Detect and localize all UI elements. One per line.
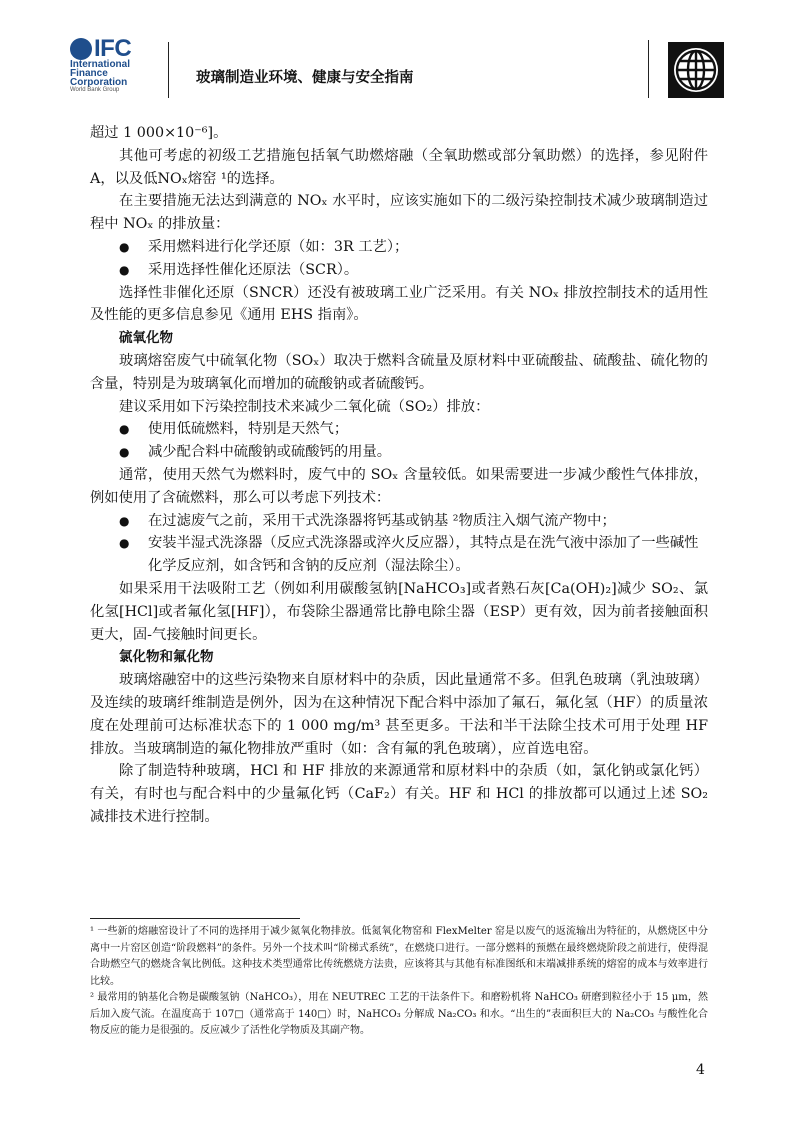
document-title: 玻璃制造业环境、健康与安全指南 [196,70,414,86]
bullet-icon: ● [119,445,130,460]
list-item [90,532,708,578]
list-item [90,236,708,259]
bullet-icon: ● [119,422,130,437]
paragraph: 玻璃熔窑废气中硫氧化物（SOₓ）取决于燃料含硫量及原材料中亚硫酸盐、硫酸盐、硫化物的含量，特别是为玻璃氧化而增加的硫酸钠或者硫酸钙。 [90,352,708,392]
ifc-logo-line: International [70,59,131,70]
list-item-text: 在过滤废气之前，采用干式洗涤器将钙基或钠基 ²物质注入烟气流产物中； [148,512,616,529]
page-header [0,0,793,110]
ifc-logo [70,35,150,96]
footnote: ² 最常用的钠基化合物是碳酸氢钠（NaHCO₃），用在 NEUTREC 工艺的干法条件下。和磨粉机将 NaHCO₃ 研磨到粒径小于 15 μm，然后加入废气流。在温度高于 107□（通常高于 140□）时，NaHCO₃ 分解成 Na₂CO₃ 和水。“出生的”表面积巨大的 Na₂CO₃ 与酸性化合物反应的能力是很强的。反应减少了活性化学物质及其副产物。 [90,992,708,1036]
header-divider [648,40,649,98]
footnote-divider [90,918,300,919]
ifc-logo-text: IFC [94,35,132,62]
footnote: ¹ 一些新的熔融窑设计了不同的选择用于减少氮氧化物排放。低氮氧化物窑和 FlexMelter 窑是以废气的返流输出为特征的，从燃烧区中分离中一片窑区创造“阶段燃料”的条件。另外一个技术叫“阶梯式系统”，在燃烧口进行。一部分燃料的预燃在最终燃烧阶段之前进行，使得混合助燃空气的燃烧含氧比例低。这种技术类型通常比传统燃烧方法贵，应该将其与其他有标准图纸和末端减排系统的熔窑的成本与效率进行比较。 [90,926,708,987]
paragraph: 其他可考虑的初级工艺措施包括氧气助燃熔融（全氧助燃或部分氧助燃）的选择，参见附件A，以及低NOₓ熔窑 ¹的选择。 [90,147,708,187]
paragraph: 建议采用如下污染控制技术来减少二氧化硫（SO₂）排放： [119,398,490,415]
bullet-icon: ● [119,536,130,551]
header-divider [168,42,169,98]
paragraph: 如果采用干法吸附工艺（例如利用碳酸氢钠[NaHCO₃]或者熟石灰[Ca(OH)₂]减少 SO₂、氯化氢[HCl]或者氟化氢[HF]），布袋除尘器通常比静电除尘器（ESP）更有效，因为前者接触面积更大，固-气接触时间更长。 [90,580,708,643]
page-number: 4 [696,1062,705,1078]
ifc-logo-line: Corporation [70,77,128,88]
paragraph: 玻璃熔融窑中的这些污染物来自原材料中的杂质，因此量通常不多。但乳色玻璃（乳浊玻璃）及连续的玻璃纤维制造是例外，因为在这种情况下配合料中添加了氟石，氟化氢（HF）的质量浓度在处理前可达标准状态下的 1 000 mg/m³ 甚至更多。干法和半干法除尘技术可用于处理 HF 排放。当玻璃制造的氟化物排放严重时（如：含有氟的乳色玻璃），应首选电窑。 [90,672,708,757]
ifc-logo-subtext: World Bank Group [70,87,120,93]
section-heading: 硫氧化物 [119,330,173,347]
bullet-icon: ● [119,262,130,277]
footnotes [90,924,708,1040]
paragraph: 超过 1 000×10⁻⁶]。 [90,125,228,141]
list-item-text: 减少配合料中硫酸钠或硫酸钙的用量。 [148,444,392,461]
list-item [90,510,708,533]
list-item-text: 使用低硫燃料，特别是天然气； [148,421,349,438]
world-bank-globe-icon [668,42,724,98]
list-item [90,441,708,464]
list-item-text: 安装半湿式洗涤器（反应式洗涤器或淬火反应器），其特点是在洗气液中添加了一些碱性化学反应剂，如含钙和含钠的反应剂（湿法除尘）。 [148,535,699,575]
list-item-text: 采用燃料进行化学还原（如：3R 工艺）； [148,238,409,255]
paragraph: 选择性非催化还原（SNCR）还没有被玻璃工业广泛采用。有关 NOₓ 排放控制技术的适用性及性能的更多信息参见《通用 EHS 指南》。 [90,284,708,324]
ifc-logo-line: Finance [70,68,108,79]
paragraph: 在主要措施无法达到满意的 NOₓ 水平时，应该实施如下的二级污染控制技术减少玻璃制造过程中 NOₓ 的排放量： [90,193,708,233]
bullet-icon: ● [119,239,130,254]
bullet-icon: ● [119,513,130,528]
paragraph: 除了制造特种玻璃，HCl 和 HF 排放的来源通常和原材料中的杂质（如，氯化钠或氯化钙）有关，有时也与配合料中的少量氟化钙（CaF₂）有关。HF 和 HCl 的排放都可以通过上述 SO₂ 减排技术进行控制。 [90,763,708,825]
paragraph: 通常，使用天然气为燃料时，废气中的 SOₓ 含量较低。如果需要进一步减少酸性气体排放，例如使用了含硫燃料，那么可以考虑下列技术： [90,466,708,506]
list-item [90,259,708,282]
list-item [90,418,708,441]
ifc-globe-icon [70,38,92,60]
list-item-text: 采用选择性催化还原法（SCR）。 [148,261,359,278]
main-content [90,122,708,829]
section-heading: 氯化物和氟化物 [119,649,214,666]
